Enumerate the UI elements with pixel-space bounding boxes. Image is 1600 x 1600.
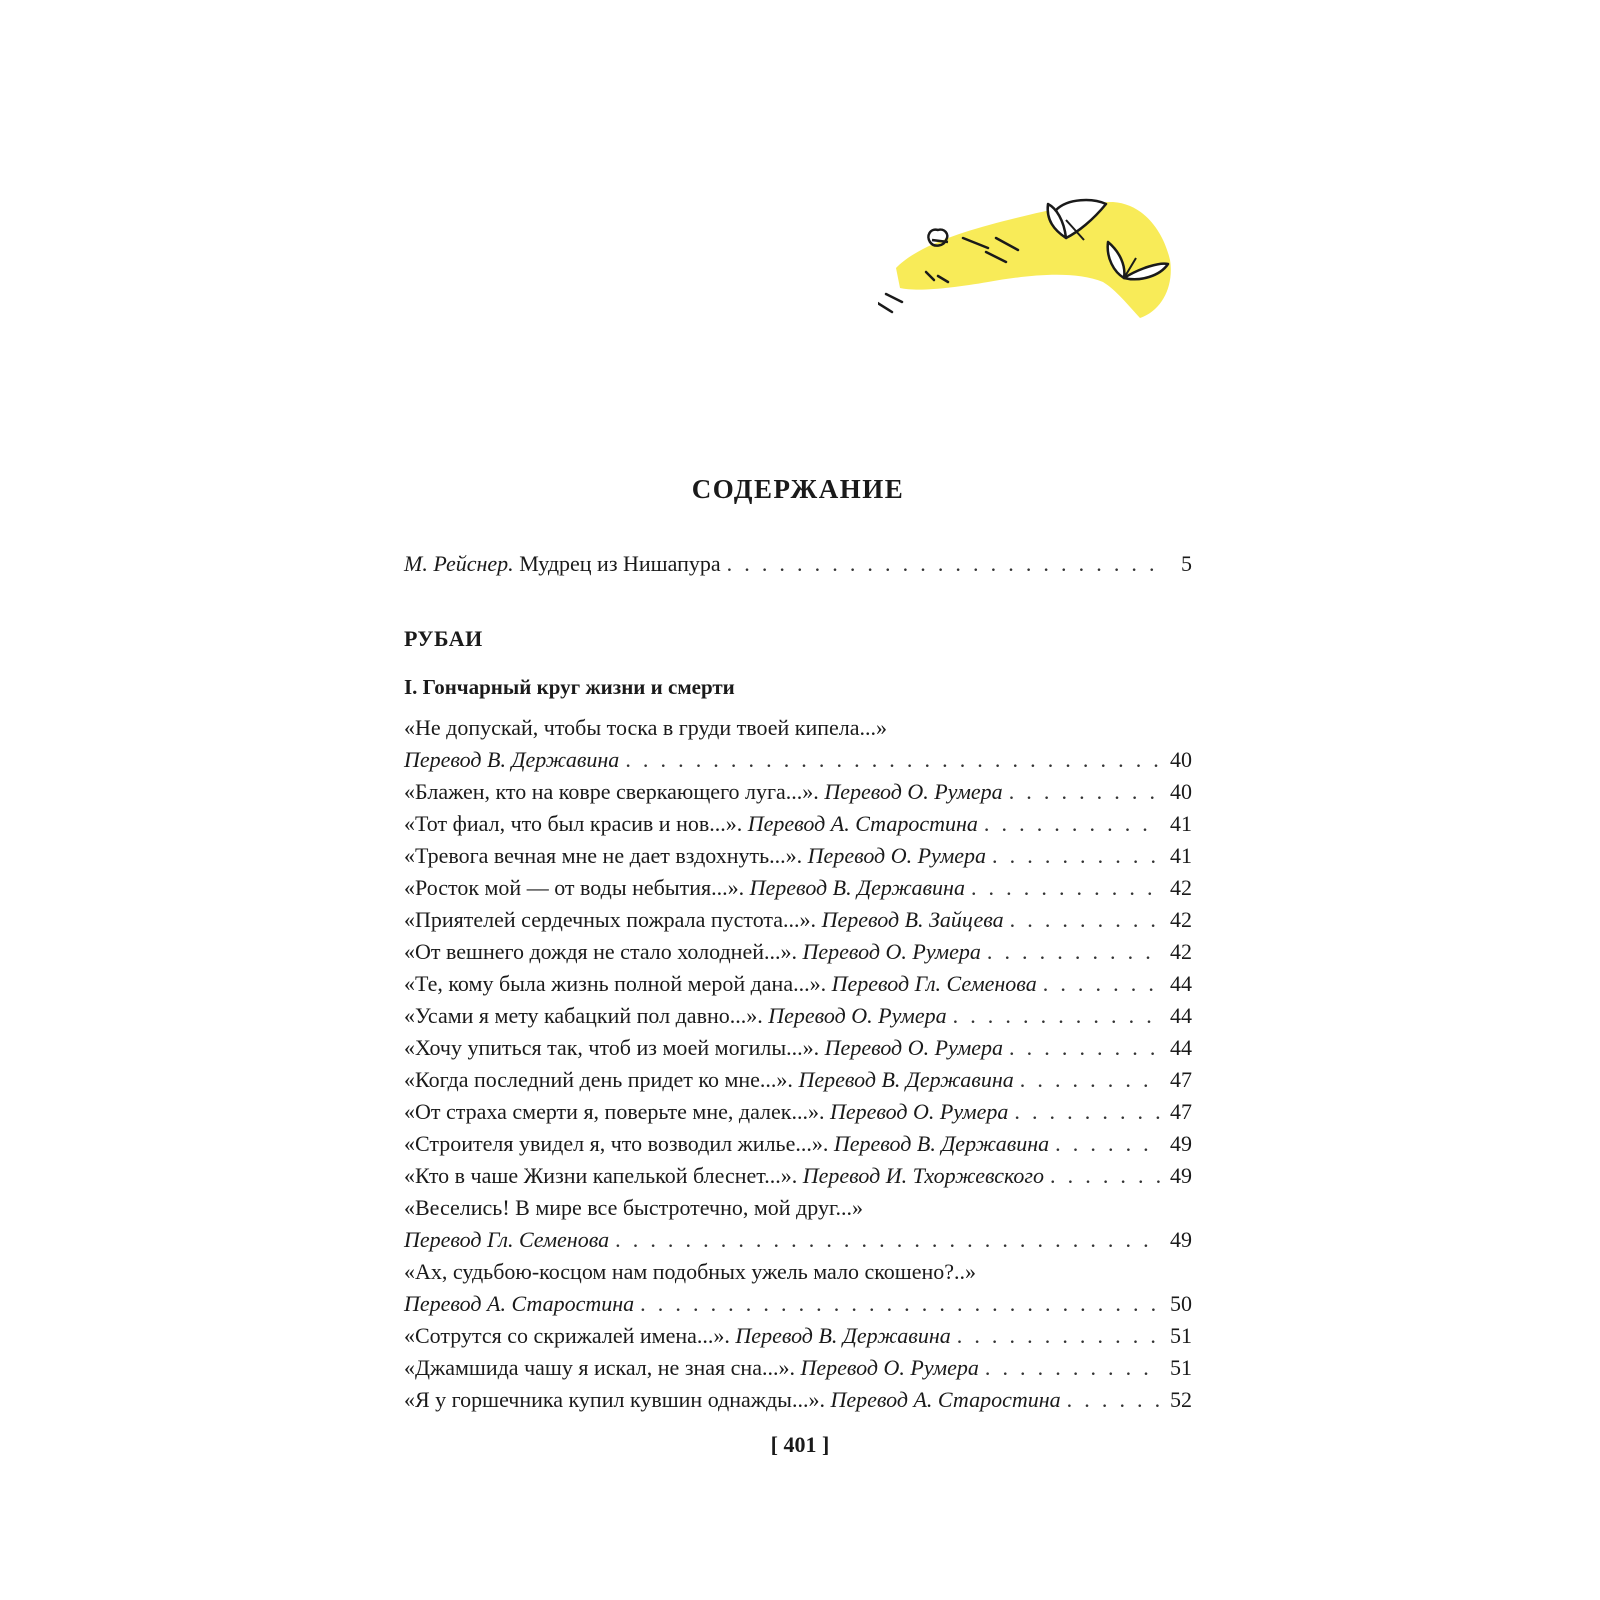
- entry-title: «Когда последний день придет ко мне...».: [404, 1067, 799, 1092]
- dot-leader: [640, 1288, 1160, 1320]
- entry-title: «Я у горшечника купил кувшин однажды...».: [404, 1387, 831, 1412]
- entry-page: 41: [1170, 811, 1192, 836]
- toc-entry[interactable]: [404, 1352, 1192, 1384]
- entry-title: «Росток мой — от воды небытия...».: [404, 875, 750, 900]
- entry-title: «Те, кому была жизнь полной мерой дана...».: [404, 971, 832, 996]
- toc-entry[interactable]: [404, 1160, 1192, 1192]
- entry-page: 44: [1170, 1003, 1192, 1028]
- entry-page: 44: [1170, 971, 1192, 996]
- entry-title: «Приятелей сердечных пожрала пустота...».: [404, 907, 822, 932]
- entry-page: 49: [1170, 1163, 1192, 1188]
- entry-title: «От страха смерти я, поверьте мне, далек...».: [404, 1099, 830, 1124]
- dot-leader: [987, 936, 1160, 968]
- dot-leader: [1009, 1032, 1160, 1064]
- intro-title: Мудрец из Нишапура: [513, 551, 721, 576]
- entry-translator: Перевод В. Державина: [749, 875, 965, 900]
- entry-translator: Перевод О. Румера: [768, 1003, 947, 1028]
- page-number: [ 401 ]: [770, 1432, 830, 1457]
- toc-entry-line: «Не допускай, чтобы тоска в груди твоей кипела...»: [404, 715, 888, 740]
- toc-entry[interactable]: [404, 1000, 1192, 1032]
- toc-intro-entry[interactable]: [404, 548, 1192, 580]
- entry-translator: Перевод А. Старостина: [830, 1387, 1061, 1412]
- entry-page: 42: [1170, 907, 1192, 932]
- entry-translator: Перевод И. Тхоржевского: [802, 1163, 1045, 1188]
- entry-title: «Тревога вечная мне не дает вздохнуть...».: [404, 843, 808, 868]
- dot-leader: [1043, 968, 1160, 1000]
- entry-page: 41: [1170, 843, 1192, 868]
- toc-title: СОДЕРЖАНИЕ: [691, 474, 905, 504]
- dot-leader: [953, 1000, 1160, 1032]
- entry-translator: Перевод О. Румера: [824, 1035, 1004, 1060]
- entry-page: 49: [1170, 1131, 1192, 1156]
- entry-page: 40: [1170, 747, 1192, 772]
- entry-title: «От вешнего дождя не стало холодней...».: [404, 939, 803, 964]
- entry-page: 49: [1170, 1227, 1192, 1252]
- entry-page: 51: [1170, 1355, 1192, 1380]
- toc-entry[interactable]: [404, 1064, 1192, 1096]
- entry-translator: Перевод А. Старостина: [747, 811, 978, 836]
- dot-leader: [992, 840, 1160, 872]
- dot-leader: [1009, 776, 1160, 808]
- butterflies-illustration: [878, 190, 1208, 340]
- toc-entry[interactable]: [404, 744, 1192, 776]
- dot-leader: [957, 1320, 1160, 1352]
- entry-translator: Перевод О. Румера: [802, 939, 981, 964]
- entry-translator: Перевод А. Старостина: [404, 1291, 635, 1316]
- entry-title: «Усами я мету кабацкий пол давно...».: [404, 1003, 769, 1028]
- dot-leader: [985, 1352, 1160, 1384]
- toc-entry[interactable]: [404, 808, 1192, 840]
- entry-title: «Строителя увидел я, что возводил жилье...».: [404, 1131, 834, 1156]
- toc-entry[interactable]: [404, 1096, 1192, 1128]
- dot-leader: [984, 808, 1160, 840]
- entry-page: 47: [1170, 1067, 1192, 1092]
- section-title: РУБАИ: [404, 626, 483, 651]
- dot-leader: [727, 548, 1160, 580]
- toc-entry[interactable]: [404, 1288, 1192, 1320]
- intro-page: 5: [1181, 551, 1192, 576]
- toc-entries: [404, 712, 1192, 1416]
- toc-entry[interactable]: [404, 904, 1192, 936]
- toc-entry[interactable]: [404, 1128, 1192, 1160]
- entry-translator: Перевод О. Румера: [829, 1099, 1009, 1124]
- entry-translator: Перевод О. Румера: [824, 779, 1003, 804]
- toc-entry[interactable]: [404, 936, 1192, 968]
- dot-leader: [1055, 1128, 1160, 1160]
- entry-title: «Тот фиал, что был красив и нов...».: [404, 811, 748, 836]
- toc-entry[interactable]: [404, 1224, 1192, 1256]
- toc-entry[interactable]: [404, 1320, 1192, 1352]
- entry-translator: Перевод Гл. Семенова: [404, 1227, 610, 1252]
- dot-leader: [1067, 1384, 1160, 1416]
- entry-translator: Перевод О. Румера: [807, 843, 987, 868]
- entry-page: 50: [1170, 1291, 1192, 1316]
- toc-entry[interactable]: [404, 1384, 1192, 1416]
- entry-translator: Перевод О. Румера: [800, 1355, 979, 1380]
- toc-entry[interactable]: [404, 776, 1192, 808]
- entry-translator: Перевод В. Державина: [404, 747, 620, 772]
- entry-page: 42: [1170, 939, 1192, 964]
- entry-page: 51: [1170, 1323, 1192, 1348]
- dot-leader: [625, 744, 1160, 776]
- toc-entry-line: «Ах, судьбою-косцом нам подобных ужель мало скошено?..»: [404, 1259, 977, 1284]
- subsection-title: I. Гончарный круг жизни и смерти: [404, 675, 735, 699]
- dot-leader: [1010, 904, 1160, 936]
- entry-translator: Перевод В. Державина: [798, 1067, 1014, 1092]
- dot-leader: [1014, 1096, 1160, 1128]
- toc-entry[interactable]: [404, 968, 1192, 1000]
- entry-title: «Джамшида чашу я искал, не зная сна...».: [404, 1355, 801, 1380]
- entry-translator: Перевод Гл. Семенова: [831, 971, 1037, 996]
- entry-page: 44: [1170, 1035, 1192, 1060]
- entry-title: «Хочу упиться так, чтоб из моей могилы...».: [404, 1035, 825, 1060]
- entry-page: 52: [1170, 1387, 1192, 1412]
- dot-leader: [1050, 1160, 1160, 1192]
- toc-entry[interactable]: [404, 1032, 1192, 1064]
- entry-translator: Перевод В. Державина: [833, 1131, 1050, 1156]
- intro-author: М. Рейснер.: [404, 551, 514, 576]
- dot-leader: [1020, 1064, 1160, 1096]
- entry-title: «Блажен, кто на ковре сверкающего луга...».: [404, 779, 825, 804]
- entry-page: 47: [1170, 1099, 1192, 1124]
- entry-translator: Перевод В. Зайцева: [821, 907, 1004, 932]
- entry-page: 42: [1170, 875, 1192, 900]
- dot-leader: [971, 872, 1160, 904]
- toc-entry[interactable]: [404, 840, 1192, 872]
- entry-page: 40: [1170, 779, 1192, 804]
- toc-entry[interactable]: [404, 872, 1192, 904]
- toc-entry-line: «Веселись! В мире все быстротечно, мой друг...»: [404, 1195, 863, 1220]
- entry-translator: Перевод В. Державина: [735, 1323, 951, 1348]
- entry-title: «Сотрутся со скрижалей имена...».: [404, 1323, 736, 1348]
- entry-title: «Кто в чаше Жизни капелькой блеснет...».: [404, 1163, 803, 1188]
- dot-leader: [615, 1224, 1160, 1256]
